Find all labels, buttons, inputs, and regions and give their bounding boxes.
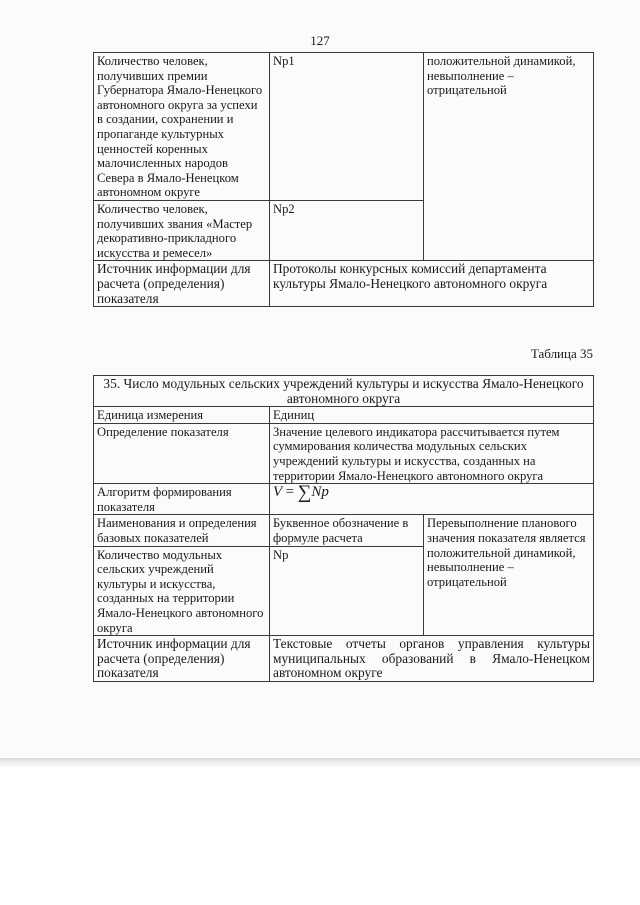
- table-row: [94, 53, 594, 201]
- page-number: 127: [310, 33, 330, 48]
- scan-bottom-edge: [0, 758, 640, 768]
- indicator-table-continued: [93, 52, 594, 307]
- table-caption: Таблица 35: [530, 346, 593, 361]
- formula-rhs: Np: [311, 484, 329, 501]
- formula-symbol: Nр1: [270, 53, 424, 201]
- base-indicator-name: Количество модульных сельских учреждений культуры и искусства, созданных на территории Ямало-Ненецкого автономного округа: [94, 546, 270, 636]
- formula-lhs: V: [273, 484, 282, 501]
- base-indicator-name: Количество человек, получивших звания «Мастер декоративно-прикладного искусства и ремесел»: [94, 200, 270, 260]
- formula-equals: =: [285, 484, 295, 501]
- formula-symbol: Np: [270, 546, 424, 636]
- table-row: [94, 407, 594, 424]
- table-row: [94, 515, 594, 546]
- table-row: [94, 636, 594, 682]
- evaluation-note: положительной динамикой, невыполнение – отрицательной: [424, 53, 594, 261]
- table-title: 35. Число модульных сельских учреждений культуры и искусства Ямало-Ненецкого автономного округа: [94, 376, 594, 407]
- source-value: Протоколы конкурсных комиссий департамента культуры Ямало-Ненецкого автономного округа: [270, 261, 594, 307]
- source-value: Текстовые отчеты органов управления культуры муниципальных образований в Ямало-Ненецком автономном округе: [270, 636, 594, 682]
- source-label: Источник информации для расчета (определения) показателя: [94, 261, 270, 307]
- table-row: [94, 261, 594, 307]
- base-header-name: Наименования и определения базовых показателей: [94, 515, 270, 546]
- base-indicator-name: Количество человек, получивших премии Губернатора Ямало-Ненецкого автономного округа за успехи в создании, сохранении и пропаганде культурных ценностей коренных малочисленных народов Севера в Ямало-Ненецком автономном округе: [94, 53, 270, 201]
- algorithm-label: Алгоритм формирования показателя: [94, 484, 270, 515]
- definition-value: Значение целевого индикатора рассчитывается путем суммирования количества модульных сельских учреждений культуры и искусства, созданных на территории Ямало-Ненецкого автономного округа: [270, 423, 594, 483]
- formula: [270, 484, 594, 515]
- indicator-table-35: [93, 375, 594, 682]
- definition-label: Определение показателя: [94, 423, 270, 483]
- unit-label: Единица измерения: [94, 407, 270, 424]
- evaluation-note: Перевыполнение планового значения показателя является положительной динамикой, невыполнение – отрицательной: [424, 515, 594, 636]
- base-header-symbol: Буквенное обозначение в формуле расчета: [270, 515, 424, 546]
- sum-icon: ∑: [297, 482, 312, 504]
- unit-value: Единиц: [270, 407, 594, 424]
- table-row: [94, 423, 594, 483]
- formula-symbol: Nр2: [270, 200, 424, 260]
- table-row: [94, 376, 594, 407]
- table-row: [94, 484, 594, 515]
- source-label: Источник информации для расчета (определения) показателя: [94, 636, 270, 682]
